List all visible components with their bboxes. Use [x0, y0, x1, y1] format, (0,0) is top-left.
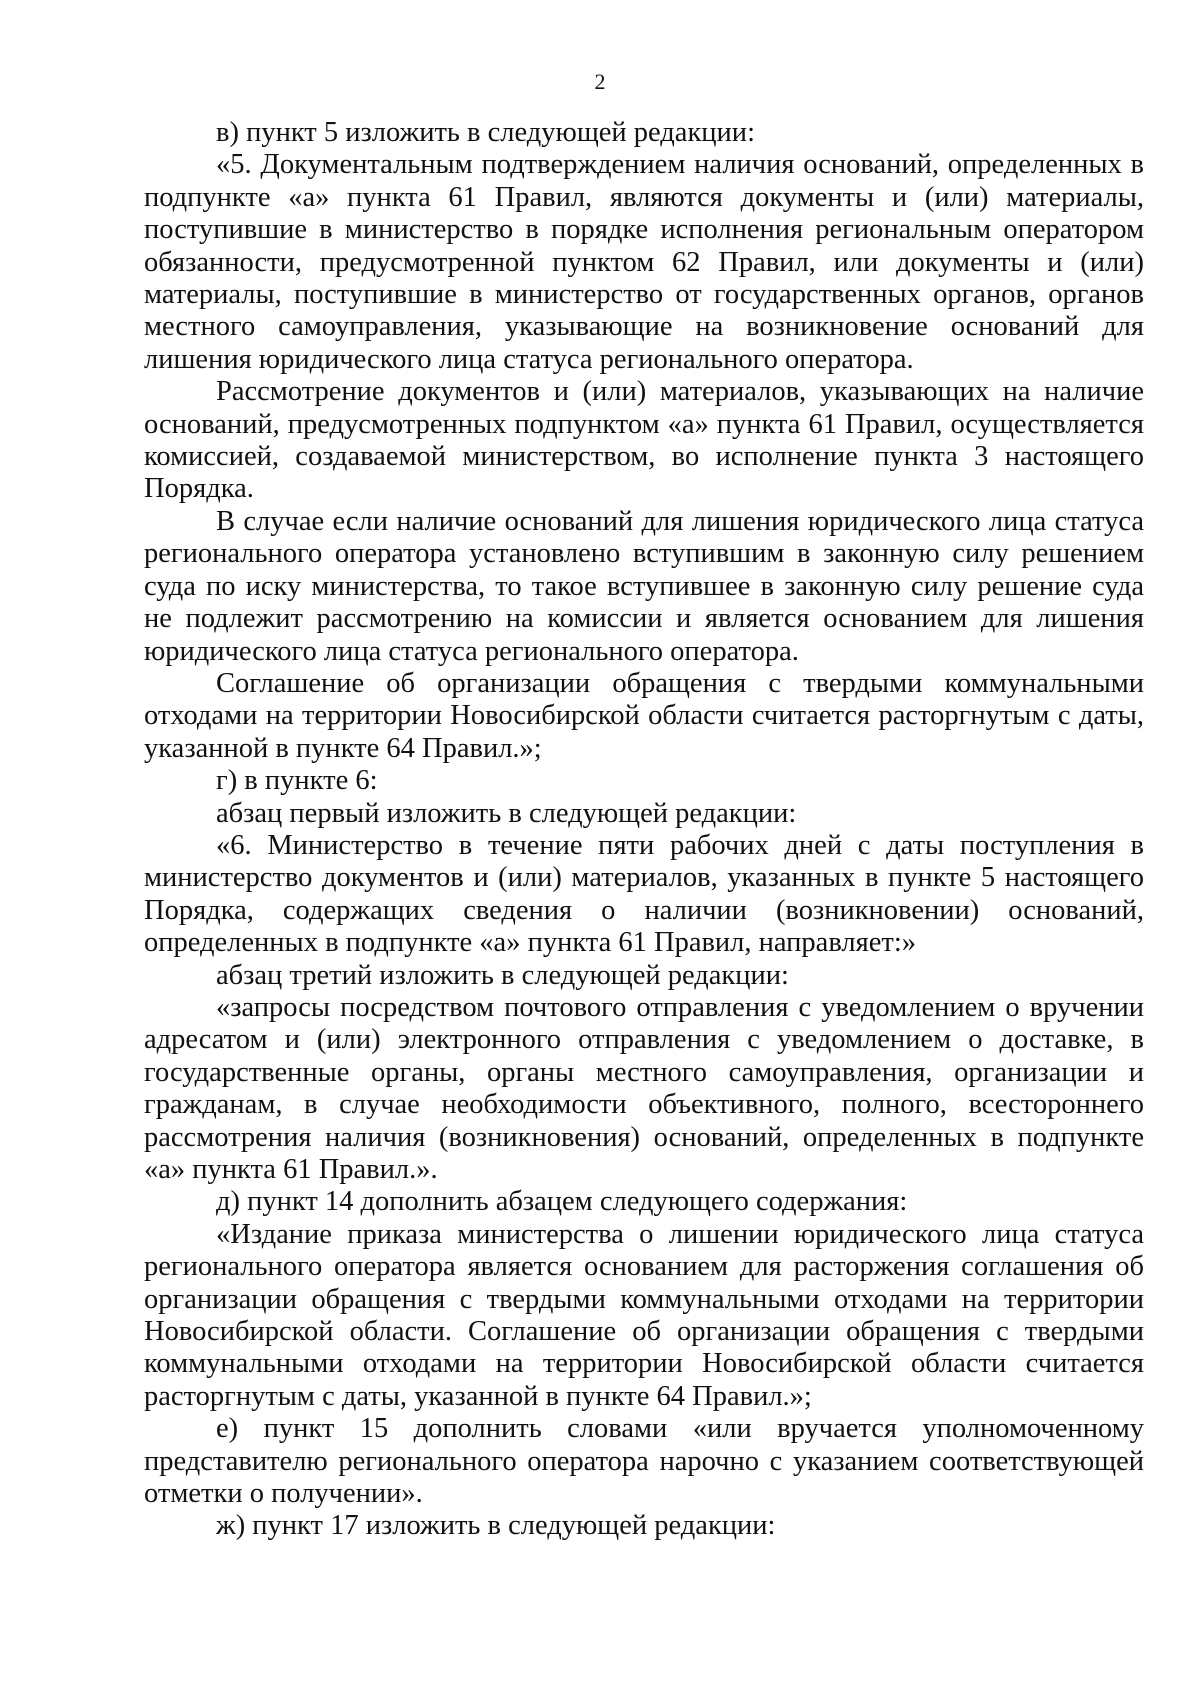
paragraph-item-e: е) пункт 15 дополнить словами «или вручается уполномоченному представителю регионального оператора нарочно с указанием соответствующей отметки о получении». [144, 1413, 1144, 1510]
page-number: 2 [594, 69, 606, 94]
document-body [144, 117, 1144, 1543]
paragraph-item-zh: ж) пункт 17 изложить в следующей редакции: [216, 1510, 776, 1542]
paragraph-third-abzac: абзац третий изложить в следующей редакции: [216, 959, 789, 991]
paragraph-item-d: д) пункт 14 дополнить абзацем следующего содержания: [216, 1186, 908, 1218]
paragraph-review-commission: Рассмотрение документов и (или) материалов, указывающих на наличие оснований, предусмотренных подпунктом «а» пункта 61 Правил, осуществляется комиссией, создаваемой министерством, во исполнение пункта 3 настоящего Порядка. [144, 376, 1144, 505]
paragraph-item-5-text: «5. Документальным подтверждением наличия оснований, определенных в подпункте «а» пункта 61 Правил, являются документы и (или) материалы, поступившие в министерство в порядке исполнения региональным оператором обязанности, предусмотренной пунктом 62 Правил, или документы и (или) материалы, поступившие в министерство от государственных органов, органов местного самоуправления, указывающие на возникновение оснований для лишения юридического лица статуса регионального оператора. [144, 149, 1144, 375]
paragraph-item-v: в) пункт 5 изложить в следующей редакции: [216, 117, 755, 148]
paragraph-agreement-terminated: Соглашение об организации обращения с твердыми коммунальными отходами на территории Новосибирской области считается расторгнутым с даты, указанной в пункте 64 Правил.»; [144, 667, 1144, 764]
paragraph-court-decision: В случае если наличие оснований для лишения юридического лица статуса регионального оператора установлено вступившим в законную силу решением суда по иску министерства, то такое вступившее в законную силу решение суда не подлежит рассмотрению на комиссии и является основанием для лишения юридического лица статуса регионального оператора. [144, 505, 1144, 667]
paragraph-item-g: г) в пункте 6: [216, 765, 378, 797]
paragraph-first-abzac: абзац первый изложить в следующей редакции: [216, 797, 797, 829]
paragraph-item-6-text: «6. Министерство в течение пяти рабочих дней с даты поступления в министерство документов и (или) материалов, указанных в пункте 5 настоящего Порядка, содержащих сведения о наличии (возникновении) оснований, определенных в подпункте «а» пункта 61 Правил, направляет:» [144, 829, 1144, 959]
paragraph-order-text: «Издание приказа министерства о лишении юридического лица статуса регионального оператора является основанием для расторжения соглашения об организации обращения с твердыми коммунальными отходами на территории Новосибирской области. Соглашение об организации обращения с твердыми коммунальными отходами на территории Новосибирской области считается расторгнутым с даты, указанной в пункте 64 Правил.»; [144, 1218, 1144, 1412]
paragraph-requests-text: «запросы посредством почтового отправления с уведомлением о вручении адресатом и (или) электронного отправления с уведомлением о доставке, в государственные органы, органы местного самоуправления, организации и гражданам, в случае необходимости объективного, полного, всестороннего рассмотрения наличия (возникновения) оснований, определенных в подпункте «а» пункта 61 Правил.». [144, 991, 1144, 1185]
